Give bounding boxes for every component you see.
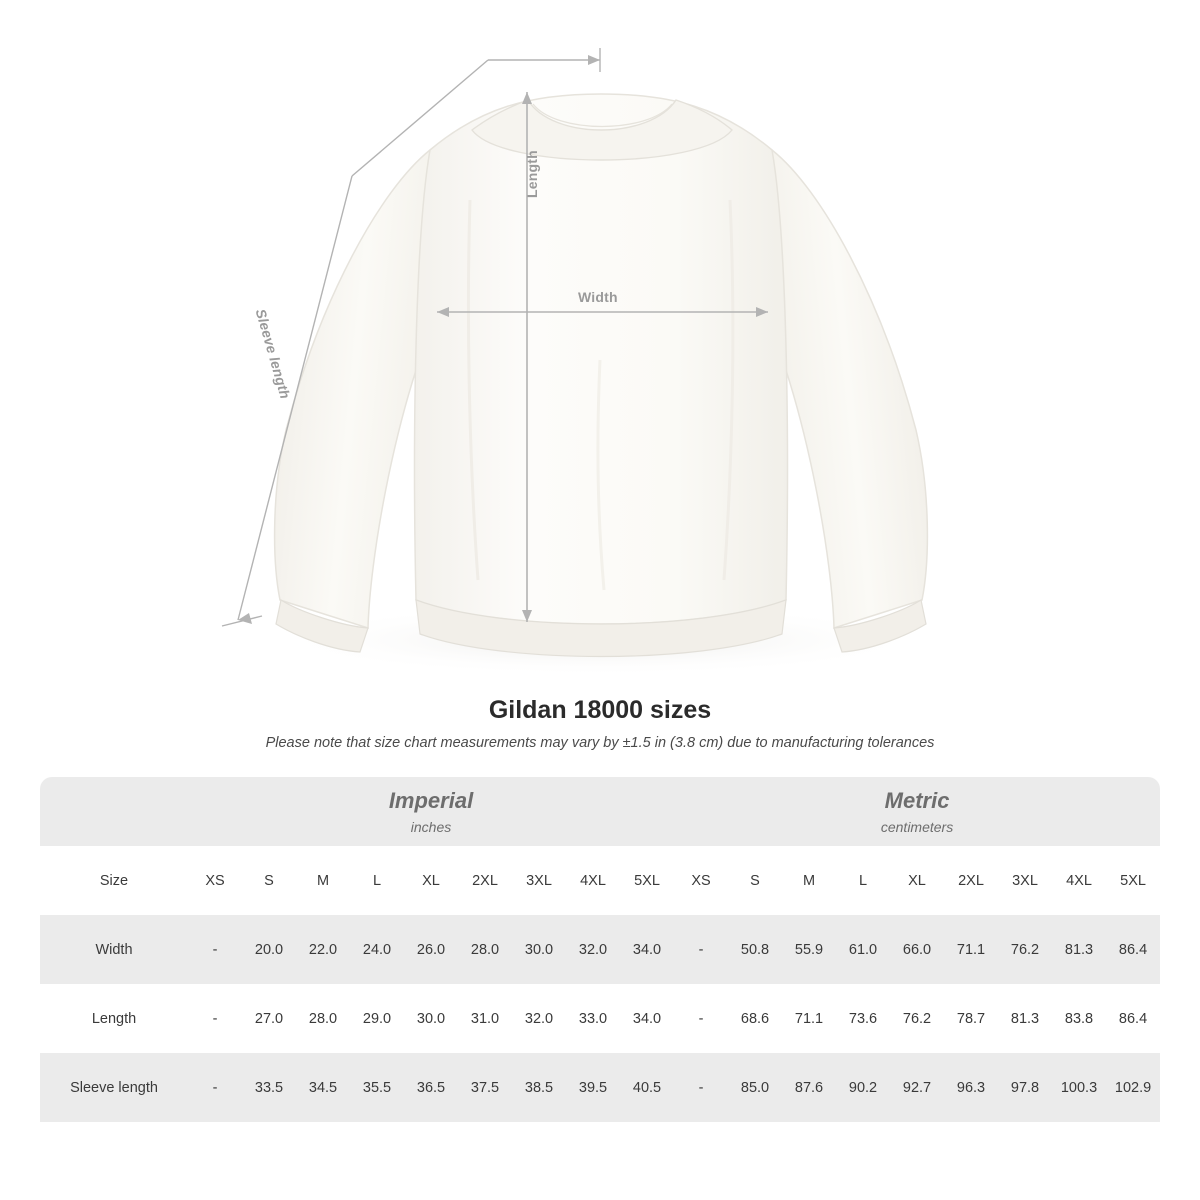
- size-header-row: [40, 846, 1160, 915]
- row-label-width: Width: [40, 915, 188, 984]
- metric-label: Metric: [884, 788, 950, 814]
- row-label-sleeve-length: Sleeve length: [40, 1053, 188, 1122]
- table-cell: 55.9: [782, 915, 836, 984]
- table-cell: -: [674, 915, 728, 984]
- table-cell: 76.2: [998, 915, 1052, 984]
- table-cell: 30.0: [512, 915, 566, 984]
- size-header-cell: XS: [188, 846, 242, 915]
- length-measure-label: Length: [524, 150, 540, 198]
- metric-sub-label: centimeters: [880, 818, 954, 835]
- table-cell: 22.0: [296, 915, 350, 984]
- table-cell: 29.0: [350, 984, 404, 1053]
- row-label-length: Length: [40, 984, 188, 1053]
- size-header-cell: L: [350, 846, 404, 915]
- table-cell: -: [188, 1053, 242, 1122]
- table-row: [40, 1053, 1160, 1122]
- size-header-cell: L: [836, 846, 890, 915]
- table-cell: 28.0: [458, 915, 512, 984]
- table-cell: 20.0: [242, 915, 296, 984]
- unit-header-row: [40, 777, 1160, 846]
- table-cell: 27.0: [242, 984, 296, 1053]
- table-cell: 68.6: [728, 984, 782, 1053]
- table-cell: -: [674, 984, 728, 1053]
- table-cell: 61.0: [836, 915, 890, 984]
- table-cell: 32.0: [512, 984, 566, 1053]
- size-header-cell: XL: [404, 846, 458, 915]
- table-cell: 90.2: [836, 1053, 890, 1122]
- table-cell: 36.5: [404, 1053, 458, 1122]
- table-cell: 87.6: [782, 1053, 836, 1122]
- size-header-cell: XS: [674, 846, 728, 915]
- table-cell: 71.1: [782, 984, 836, 1053]
- table-cell: 24.0: [350, 915, 404, 984]
- table-cell: -: [188, 984, 242, 1053]
- table-cell: 102.9: [1106, 1053, 1160, 1122]
- imperial-unit-cell: [188, 777, 674, 846]
- size-header-cell: S: [242, 846, 296, 915]
- size-header-cell: 3XL: [512, 846, 566, 915]
- table-cell: 34.0: [620, 915, 674, 984]
- table-cell: 100.3: [1052, 1053, 1106, 1122]
- size-table: [40, 777, 1160, 1122]
- table-cell: 71.1: [944, 915, 998, 984]
- size-header-cell: M: [782, 846, 836, 915]
- page-title: Gildan 18000 sizes: [488, 696, 712, 724]
- table-cell: 50.8: [728, 915, 782, 984]
- table-cell: 76.2: [890, 984, 944, 1053]
- table-cell: 85.0: [728, 1053, 782, 1122]
- size-header-cell: M: [296, 846, 350, 915]
- table-cell: 92.7: [890, 1053, 944, 1122]
- title-block: [0, 690, 1200, 751]
- table-cell: 40.5: [620, 1053, 674, 1122]
- size-header-cell: 2XL: [458, 846, 512, 915]
- table-cell: -: [674, 1053, 728, 1122]
- table-cell: 32.0: [566, 915, 620, 984]
- table-cell: 96.3: [944, 1053, 998, 1122]
- table-row: [40, 915, 1160, 984]
- table-cell: 34.5: [296, 1053, 350, 1122]
- table-cell: 86.4: [1106, 915, 1160, 984]
- table-cell: 83.8: [1052, 984, 1106, 1053]
- table-cell: 66.0: [890, 915, 944, 984]
- table-cell: -: [188, 915, 242, 984]
- imperial-sub-label: inches: [410, 818, 452, 835]
- unit-spacer-cell: [40, 777, 188, 846]
- table-row: [40, 984, 1160, 1053]
- size-header-cell: 3XL: [998, 846, 1052, 915]
- table-cell: 31.0: [458, 984, 512, 1053]
- imperial-label: Imperial: [388, 788, 474, 814]
- tolerance-note: Please note that size chart measurements may vary by ±1.5 in (3.8 cm) due to manufacturing tolerances: [265, 735, 935, 751]
- table-cell: 33.5: [242, 1053, 296, 1122]
- size-header-cell: 2XL: [944, 846, 998, 915]
- size-header-cell: S: [728, 846, 782, 915]
- sleeve-length-measure-label: Sleeve length: [252, 307, 294, 401]
- table-cell: 30.0: [404, 984, 458, 1053]
- table-cell: 37.5: [458, 1053, 512, 1122]
- size-table-wrapper: [40, 777, 1160, 1122]
- table-cell: 26.0: [404, 915, 458, 984]
- table-cell: 78.7: [944, 984, 998, 1053]
- table-cell: 97.8: [998, 1053, 1052, 1122]
- table-cell: 86.4: [1106, 984, 1160, 1053]
- table-cell: 34.0: [620, 984, 674, 1053]
- table-cell: 81.3: [1052, 915, 1106, 984]
- metric-unit-cell: [674, 777, 1160, 846]
- table-cell: 28.0: [296, 984, 350, 1053]
- size-header-cell: 5XL: [1106, 846, 1160, 915]
- size-header-cell: 4XL: [1052, 846, 1106, 915]
- table-cell: 33.0: [566, 984, 620, 1053]
- size-header-cell: 5XL: [620, 846, 674, 915]
- table-cell: 35.5: [350, 1053, 404, 1122]
- table-cell: 73.6: [836, 984, 890, 1053]
- size-header-cell: XL: [890, 846, 944, 915]
- table-cell: 39.5: [566, 1053, 620, 1122]
- table-cell: 81.3: [998, 984, 1052, 1053]
- width-measure-label: Width: [578, 289, 618, 305]
- size-header-cell: 4XL: [566, 846, 620, 915]
- size-header-label: Size: [40, 846, 188, 915]
- table-cell: 38.5: [512, 1053, 566, 1122]
